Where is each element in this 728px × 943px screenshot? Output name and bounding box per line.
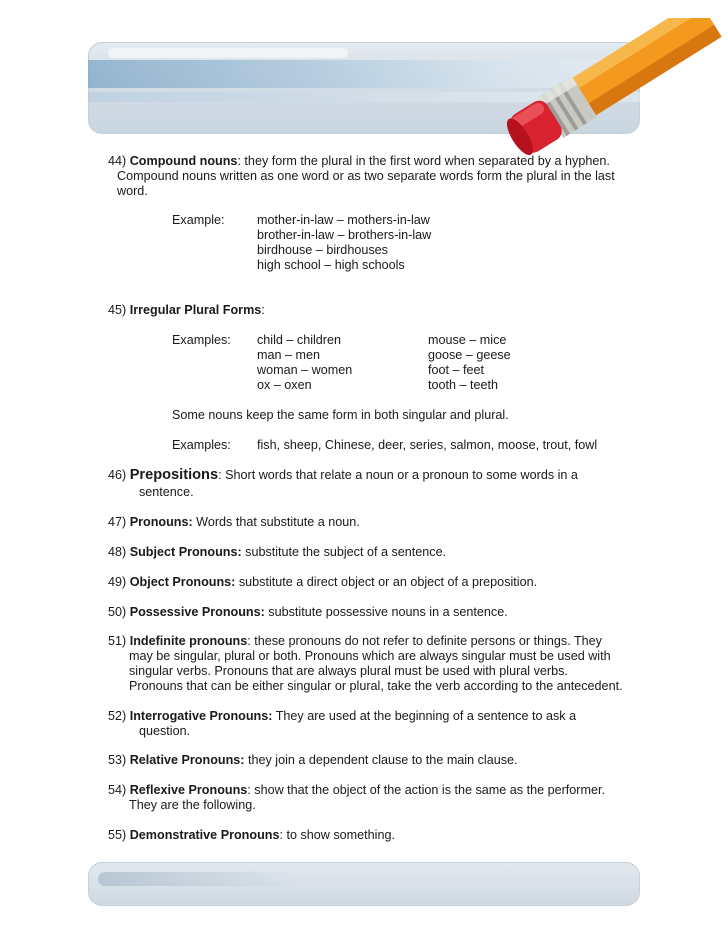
item-51-line-3: singular verbs. Pronouns that are always plural must be used with plural verbs. [129, 664, 568, 678]
item-number: 45) [108, 303, 127, 317]
example-item: mother-in-law – mothers-in-law [257, 213, 430, 227]
item-term: Demonstrative Pronouns [129, 828, 280, 842]
item-term: Irregular Plural Forms [129, 303, 262, 317]
item-48 [108, 545, 446, 560]
item-number: 55) [108, 828, 127, 842]
item-number: 52) [108, 709, 127, 723]
item-54-line-1 [108, 783, 605, 798]
item-term: Interrogative Pronouns: [129, 709, 273, 723]
item-term: Prepositions [129, 467, 219, 483]
item-text: substitute a direct object or an object of a preposition. [235, 575, 538, 589]
example-label: Example: [172, 213, 225, 227]
example-item: birdhouse – birdhouses [257, 243, 388, 257]
item-text: Words that substitute a noun. [192, 515, 360, 529]
item-text: : they form the plural in the first word when separated by a hyphen. [237, 154, 610, 168]
item-number: 46) [108, 468, 127, 482]
item-54-line-2: They are the following. [129, 798, 256, 812]
item-46-line-1 [108, 468, 578, 483]
example-label: Examples: [172, 333, 231, 347]
item-term: Possessive Pronouns: [129, 605, 265, 619]
example-item: ox – oxen [257, 378, 312, 392]
item-text: : these pronouns do not refer to definite persons or things. They [247, 634, 602, 648]
item-text: they join a dependent clause to the main clause. [244, 753, 518, 767]
item-53 [108, 753, 518, 768]
example-label: Examples: [172, 438, 231, 452]
item-text: : Short words that relate a noun or a pronoun to some words in a [218, 468, 578, 482]
example-item: goose – geese [428, 348, 511, 362]
example-item: brother-in-law – brothers-in-law [257, 228, 432, 242]
item-number: 44) [108, 154, 127, 168]
item-44-line-2: Compound nouns written as one word or as two separate words form the plural in the last [117, 169, 615, 183]
item-number: 48) [108, 545, 127, 559]
item-45-line-1 [108, 303, 265, 318]
item-term: Pronouns: [129, 515, 193, 529]
item-51-line-4: Pronouns that can be either singular or plural, take the verb according to the antecedent. [129, 679, 623, 693]
item-text: They are used at the beginning of a sentence to ask a [272, 709, 577, 723]
item-number: 54) [108, 783, 127, 797]
item-term: Relative Pronouns: [129, 753, 245, 767]
item-number: 53) [108, 753, 127, 767]
item-term: Compound nouns [129, 154, 238, 168]
item-number: 49) [108, 575, 127, 589]
item-text: substitute the subject of a sentence. [241, 545, 447, 559]
item-44-line-3: word. [117, 184, 148, 198]
item-51-line-1 [108, 634, 602, 649]
item-55 [108, 828, 395, 843]
item-text: substitute possessive nouns in a sentence. [264, 605, 508, 619]
example-item: woman – women [257, 363, 353, 377]
item-text: : show that the object of the action is the same as the performer. [247, 783, 605, 797]
item-number: 50) [108, 605, 127, 619]
example-item: tooth – teeth [428, 378, 499, 392]
item-term: Subject Pronouns: [129, 545, 242, 559]
item-term: Indefinite pronouns [129, 634, 248, 648]
example-item: foot – feet [428, 363, 485, 377]
item-text: : to show something. [279, 828, 395, 842]
item-46-line-2: sentence. [139, 485, 194, 499]
item-51-line-2: may be singular, plural or both. Pronouns which are always singular must be used with [129, 649, 611, 663]
example-item: child – children [257, 333, 342, 347]
item-47 [108, 515, 360, 530]
item-50 [108, 605, 508, 620]
item-44-line-1 [108, 154, 610, 169]
example-item: mouse – mice [428, 333, 507, 347]
item-term: Object Pronouns: [129, 575, 236, 589]
item-52-line-1 [108, 709, 576, 724]
item-text: : [261, 303, 265, 317]
example-item: fish, sheep, Chinese, deer, series, salmon, moose, trout, fowl [257, 438, 598, 452]
item-term: Reflexive Pronouns [129, 783, 248, 797]
item-52-line-2: question. [139, 724, 191, 738]
item-number: 51) [108, 634, 127, 648]
item-49 [108, 575, 537, 590]
item-45-note: Some nouns keep the same form in both singular and plural. [172, 408, 509, 422]
example-item: high school – high schools [257, 258, 405, 272]
example-item: man – men [257, 348, 320, 362]
item-number: 47) [108, 515, 127, 529]
